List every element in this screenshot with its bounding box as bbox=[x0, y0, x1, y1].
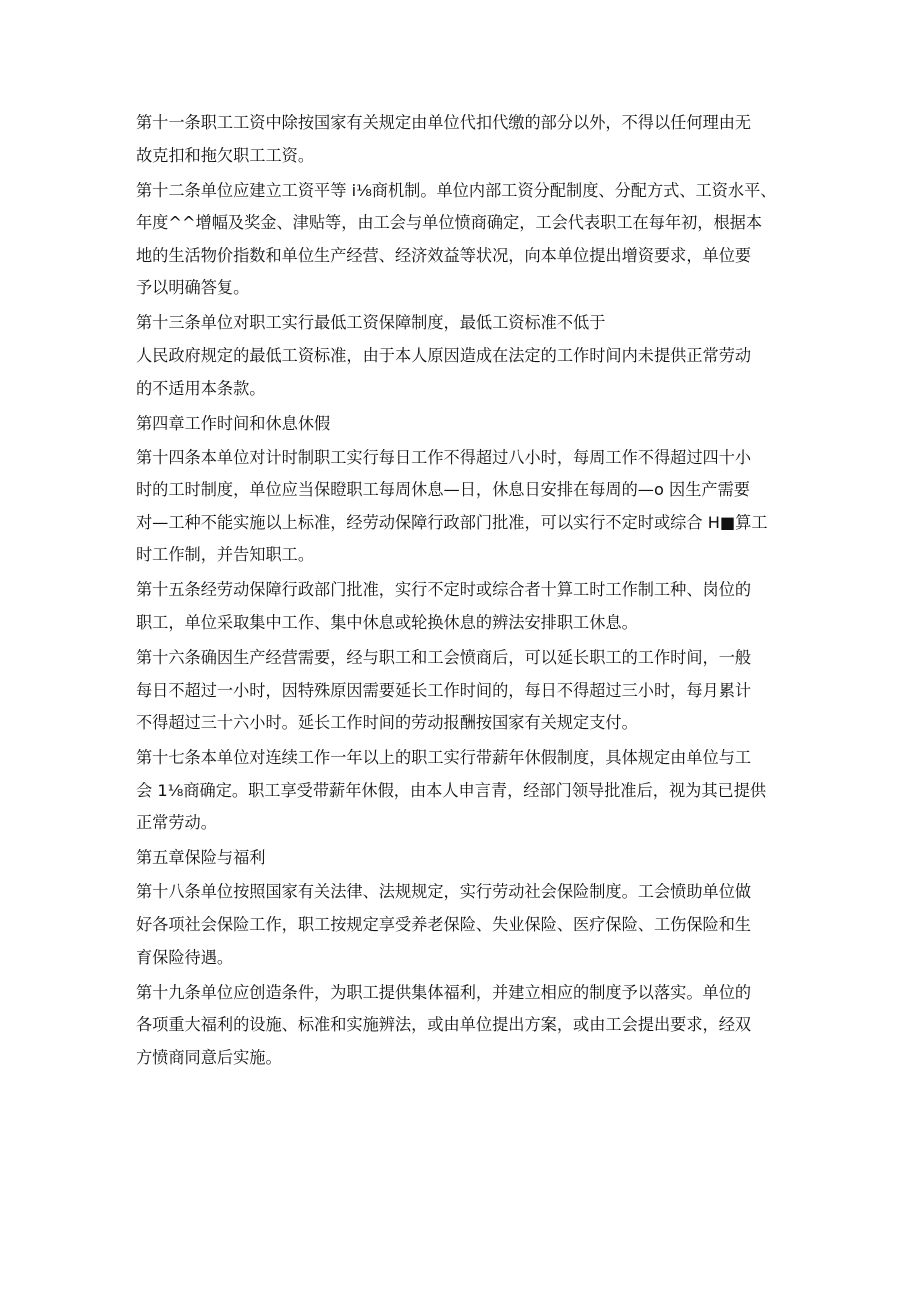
text-line: 会 1⅛商确定。职工享受带薪年休假，由本人申言青，经部门领导批准后，视为其已提供 bbox=[136, 780, 767, 800]
text-line: 各项重大福利的设施、标准和实施辨法，或由单位提出方案，或由工会提出要求，经双 bbox=[136, 1015, 752, 1035]
article-paragraph bbox=[136, 313, 796, 398]
document-body bbox=[136, 113, 796, 1083]
text-line: 的不适用本条款。 bbox=[136, 378, 266, 398]
article-paragraph bbox=[136, 648, 796, 733]
text-line: 好各项社会保险工作，职工按规定享受养老保险、失业保险、医疗保险、工伤保险和生 bbox=[136, 914, 752, 934]
text-line: 第四章工作时间和休息休假 bbox=[136, 413, 331, 433]
text-line: 不得超过三十六小时。延长工作时间的劳动报酬按国家有关规定支付。 bbox=[136, 713, 638, 733]
article-paragraph bbox=[136, 448, 796, 566]
text-line: 故克扣和拖欠职工工资。 bbox=[136, 145, 315, 165]
text-line: 对—工种不能实施以上标准，经劳动保障行政部门批准，可以实行不定时或综合 H■算工 bbox=[136, 512, 768, 532]
text-line: 人民政府规定的最低工资标准，由于本人原因造成在法定的工作时间内未提供正常劳动 bbox=[136, 345, 752, 365]
text-line: 时工作制，并告知职工。 bbox=[136, 545, 315, 565]
text-line: 职工，单位采取集中工作、集中休息或轮换休息的辨法安排职工休息。 bbox=[136, 612, 638, 632]
article-paragraph bbox=[136, 882, 796, 967]
text-line: 每日不超过一小时，因特殊原因需要延长工作时间的，每日不得超过三小时，每月累计 bbox=[136, 680, 752, 700]
text-line: 第十五条经劳动保障行政部门批准，实行不定时或综合者十算工时工作制工种、岗位的 bbox=[136, 580, 752, 600]
text-line: 第十六条确因生产经营需要，经与职工和工会愤商后，可以延长职工的工作时间，一般 bbox=[136, 647, 752, 667]
article-paragraph bbox=[136, 580, 796, 633]
text-line: 育保险待遇。 bbox=[136, 947, 234, 967]
text-line: 第十二条单位应建立工资平等 i⅛商机制。单位内部工资分配制度、分配方式、工资水平、 bbox=[136, 180, 777, 200]
text-line: 地的生活物价指数和单位生产经营、经济效益等状况，向本单位提出增资要求，单位要 bbox=[136, 245, 752, 265]
text-line: 第十一条职工工资中除按国家有关规定由单位代扣代缴的部分以外，不得以任何理由无 bbox=[136, 113, 752, 132]
text-line: 时的工时制度，单位应当保瞪职工每周休息—日，休息日安排在每周的—o 因生产需要 bbox=[136, 480, 750, 500]
article-paragraph bbox=[136, 181, 796, 299]
text-line: 年度^^增幅及奖金、津贴等，由工会与单位愤商确定，工会代表职工在每年初，根据本 bbox=[136, 213, 763, 233]
text-line: 第十四条本单位对计时制职工实行每日工作不得超过八小时，每周工作不得超过四十小 bbox=[136, 447, 752, 467]
article-paragraph bbox=[136, 983, 796, 1068]
text-line: 方愤商同意后实施。 bbox=[136, 1047, 282, 1067]
text-line: 第十八条单位按照国家有关法律、法规规定，实行劳动社会保险制度。工会愤助单位做 bbox=[136, 882, 752, 902]
article-paragraph bbox=[136, 748, 796, 833]
article-paragraph bbox=[136, 113, 796, 166]
chapter-heading bbox=[136, 414, 796, 434]
text-line: 第十七条本单位对连续工作一年以上的职工实行带薪年休假制度，具体规定由单位与工 bbox=[136, 748, 752, 768]
chapter-heading bbox=[136, 848, 796, 868]
text-line: 予以明确答复。 bbox=[136, 278, 250, 298]
text-line: 正常劳动。 bbox=[136, 813, 217, 833]
text-line: 第十三条单位对职工实行最低工资保障制度，最低工资标准不低于 bbox=[136, 313, 606, 333]
text-line: 第五章保险与福利 bbox=[136, 848, 266, 868]
text-line: 第十九条单位应创造条件，为职工提供集体福利，并建立相应的制度予以落实。单位的 bbox=[136, 982, 752, 1002]
